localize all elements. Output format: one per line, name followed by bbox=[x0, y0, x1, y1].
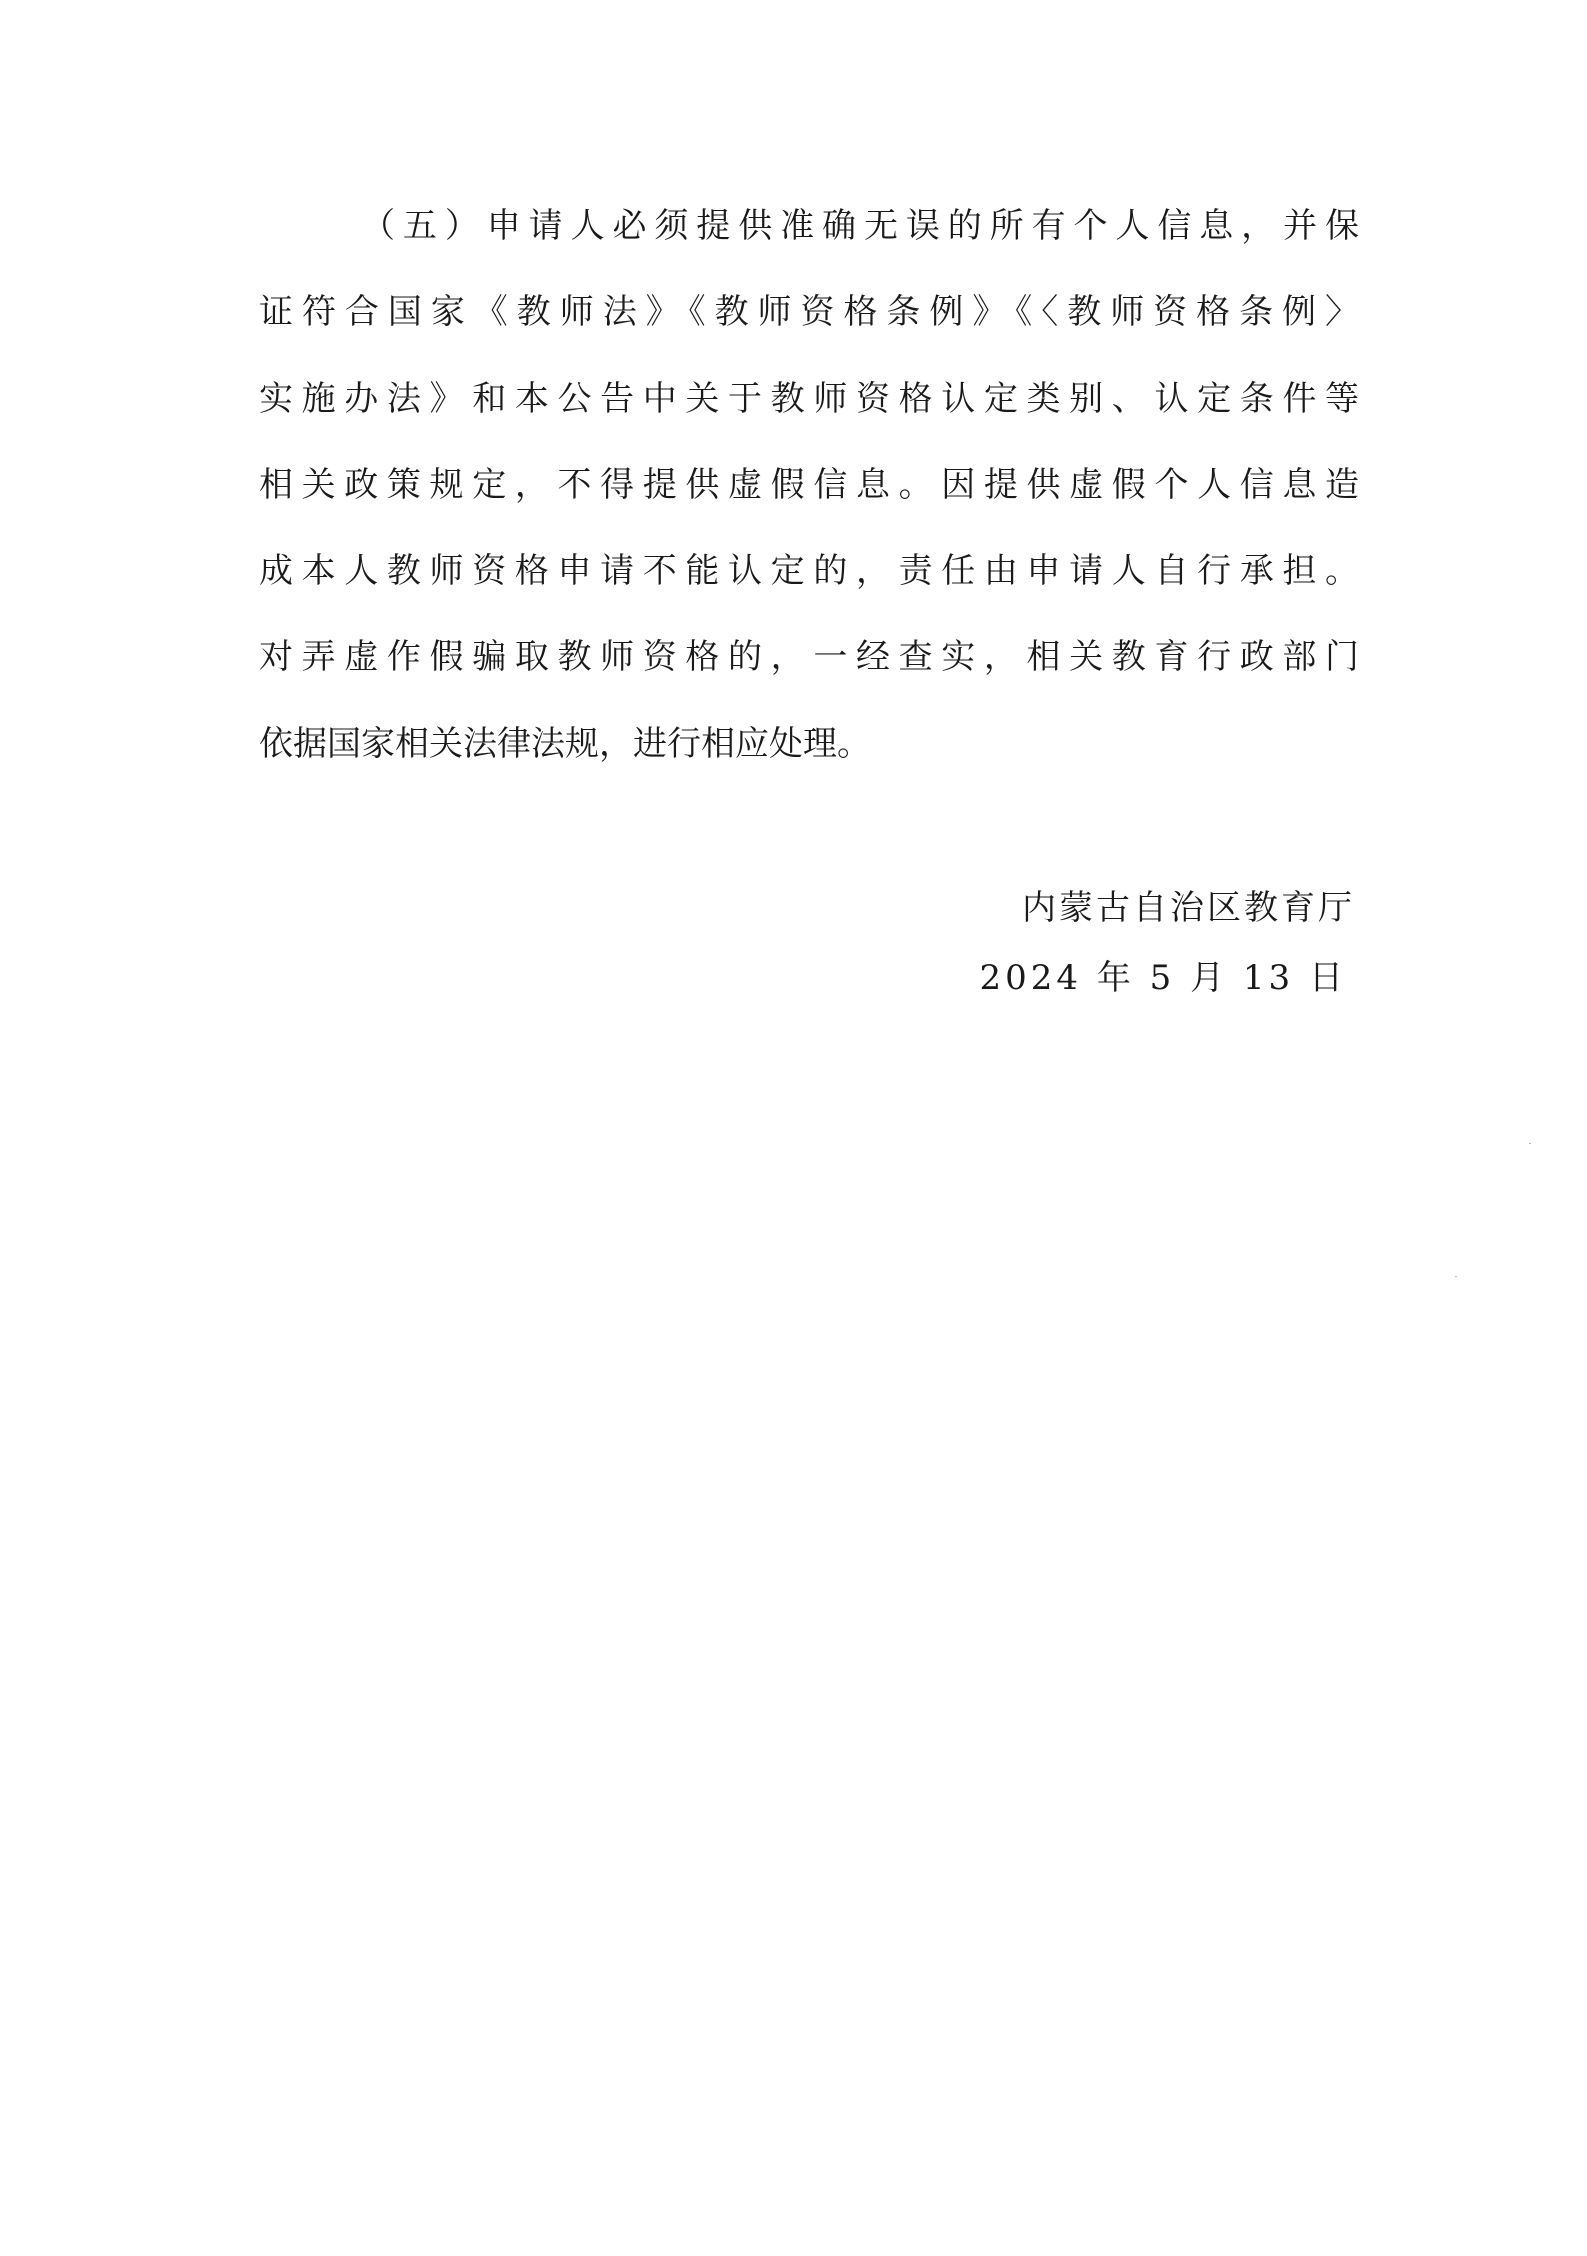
paragraph-line-7: 依据国家相关法律法规，进行相应处理。 bbox=[259, 723, 871, 764]
paragraph-line-6: 对弄虚作假骗取教师资格的，一经查实，相关教育行政部门 bbox=[259, 637, 1359, 678]
scan-speck bbox=[1455, 1276, 1457, 1277]
scan-speck bbox=[1529, 1143, 1531, 1144]
paragraph-line-1: （五）申请人必须提供准确无误的所有个人信息，并保 bbox=[361, 206, 1359, 246]
paragraph-line-2: 证符合国家《教师法》《教师资格条例》《〈教师资格条例〉 bbox=[259, 292, 1359, 333]
signature-block bbox=[980, 886, 1355, 1000]
paragraph-line-3: 实施办法》和本公告中关于教师资格认定类别、认定条件等 bbox=[259, 378, 1359, 419]
notice-paragraph bbox=[259, 204, 1359, 808]
paragraph-line-5: 成本人教师资格申请不能认定的，责任由申请人自行承担。 bbox=[259, 551, 1359, 592]
paragraph-line-4: 相关政策规定，不得提供虚假信息。因提供虚假个人信息造 bbox=[259, 464, 1359, 505]
issue-date: 2024 年 5 月 13 日 bbox=[979, 958, 1347, 998]
issuing-organization: 内蒙古自治区教育厅 bbox=[1022, 888, 1355, 928]
